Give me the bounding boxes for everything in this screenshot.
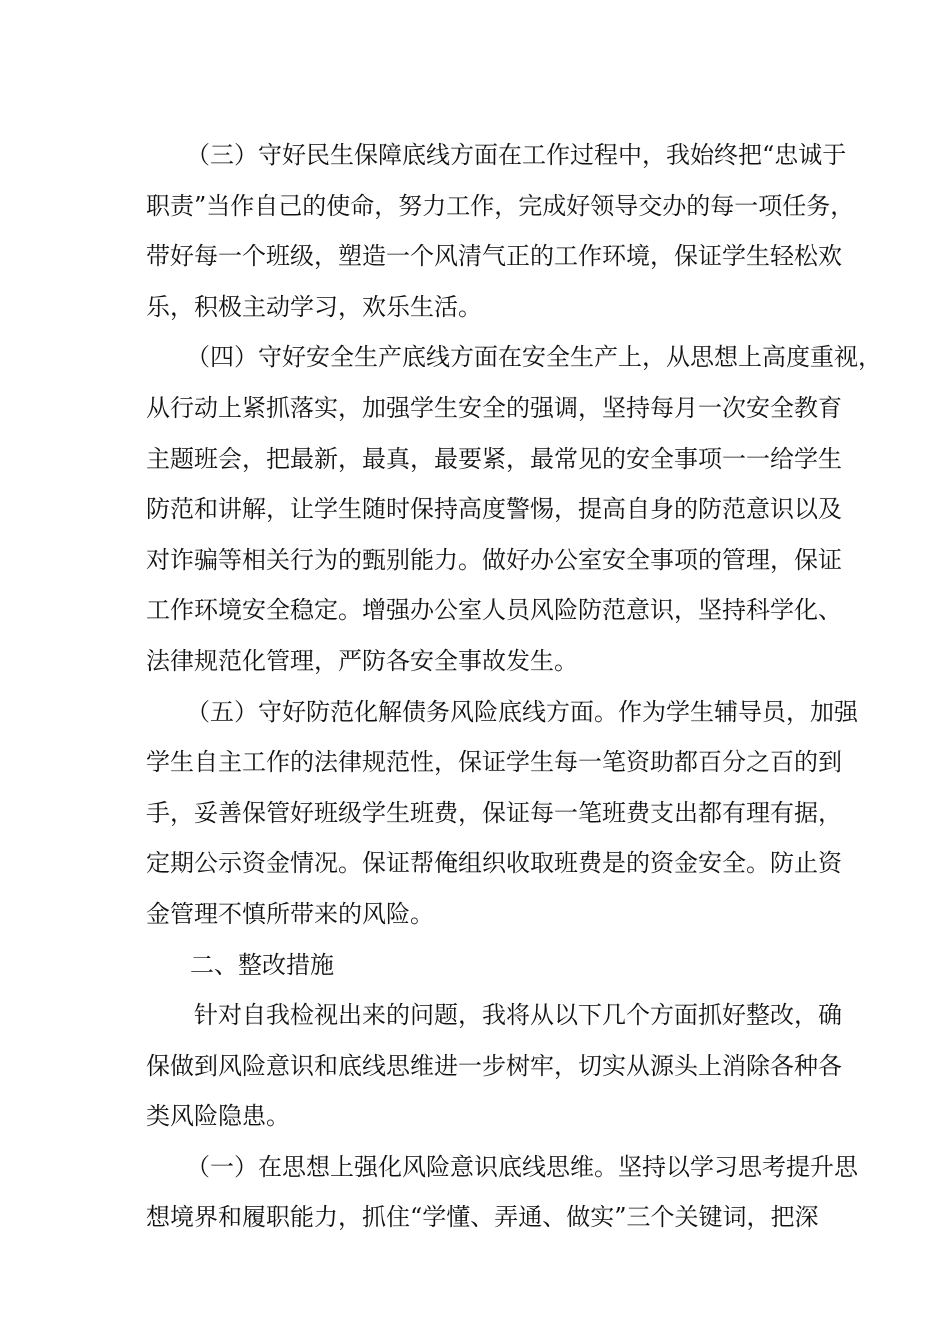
paragraph-3-line-1: （三）守好民生保障底线方面在工作过程中，我始终把“忠诚于 xyxy=(186,141,847,169)
paragraph-4-line-4: 防范和讲解，让学生随时保持高度警惕，提高自身的防范意识以及 xyxy=(146,495,842,524)
paragraph-5-line-5: 金管理不慎所带来的风险。 xyxy=(146,899,434,928)
measure-1-line-1: （一）在思想上强化风险意识底线思维。坚持以学习思考提升思 xyxy=(186,1152,858,1181)
paragraph-3-line-4: 乐，积极主动学习，欢乐生活。 xyxy=(146,292,482,321)
measure-1-line-2: 想境界和履职能力，抓住“学懂、弄通、做实”三个关键词，把深 xyxy=(146,1203,819,1232)
document-body xyxy=(146,130,882,1243)
paragraph-4-line-1: （四）守好安全生产底线方面在安全生产上，从思想上高度重视， xyxy=(186,343,882,372)
section-heading: 二、整改措施 xyxy=(190,950,334,979)
paragraph-3-line-2: 职责”当作自己的使命，努力工作，完成好领导交办的每一项任务， xyxy=(146,191,855,220)
paragraph-4-line-3: 主题班会，把最新，最真，最要紧，最常见的安全事项一一给学生 xyxy=(146,444,842,473)
intro-paragraph-line-2: 保做到风险意识和底线思维进一步树牢，切实从源头上消除各种各 xyxy=(146,1051,842,1080)
paragraph-5-line-1: （五）守好防范化解债务风险底线方面。作为学生辅导员，加强 xyxy=(186,697,858,726)
paragraph-5-line-4: 定期公示资金情况。保证帮俺组织收取班费是的资金安全。防止资 xyxy=(146,849,842,878)
paragraph-3-line-3: 带好每一个班级，塑造一个风清气正的工作环境，保证学生轻松欢 xyxy=(146,242,842,271)
paragraph-4-line-7: 法律规范化管理，严防各安全事故发生。 xyxy=(146,646,578,675)
intro-paragraph-line-3: 类风险隐患。 xyxy=(146,1102,290,1131)
paragraph-5-line-3: 手，妥善保管好班级学生班费，保证每一笔班费支出都有理有据， xyxy=(146,798,842,827)
paragraph-5-line-2: 学生自主工作的法律规范性，保证学生每一笔资助都百分之百的到 xyxy=(146,748,842,777)
paragraph-4-line-6: 工作环境安全稳定。增强办公室人员风险防范意识，坚持科学化、 xyxy=(146,596,842,625)
intro-paragraph-line-1: 针对自我检视出来的问题，我将从以下几个方面抓好整改，确 xyxy=(194,1001,842,1030)
paragraph-4-line-2: 从行动上紧抓落实，加强学生安全的强调，坚持每月一次安全教育 xyxy=(146,393,842,422)
paragraph-4-line-5: 对诈骗等相关行为的甄别能力。做好办公室安全事项的管理，保证 xyxy=(146,545,842,574)
